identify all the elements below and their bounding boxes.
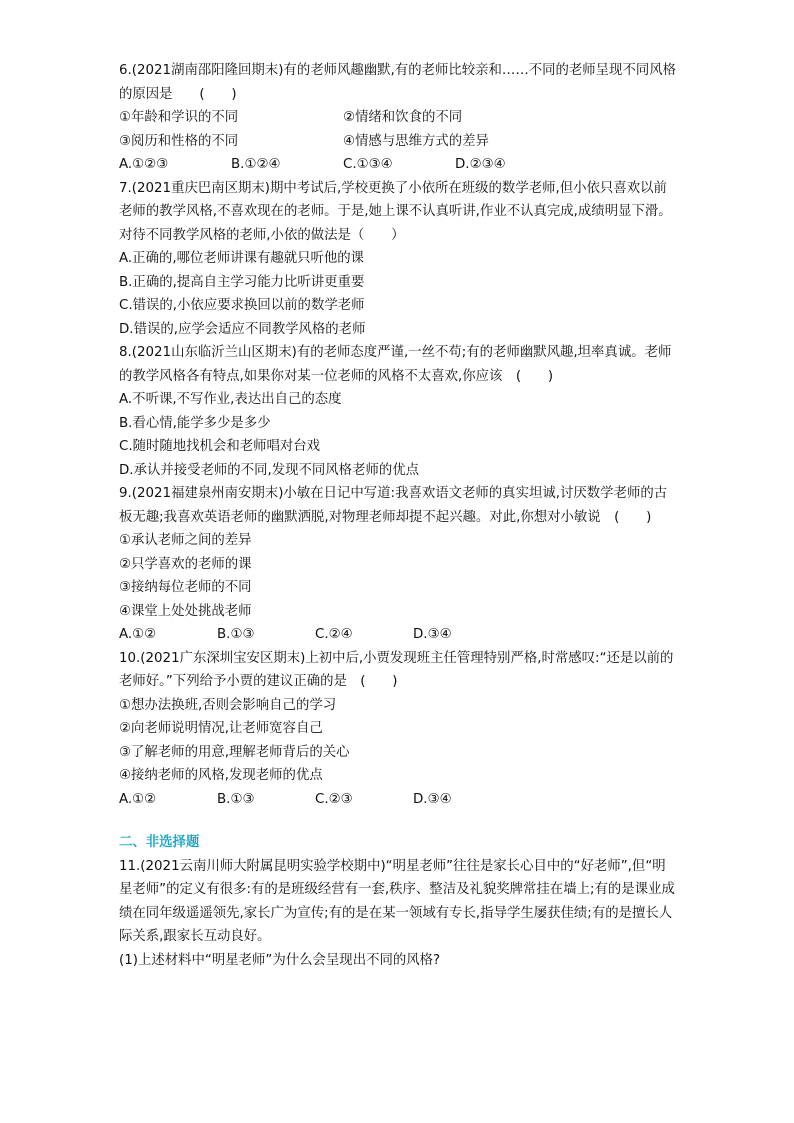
question-6 — [119, 59, 679, 177]
q9-choice-c: C.②④ — [315, 627, 353, 642]
q11-subquestion-1: (1)上述材料中“明星老师”为什么会呈现出不同的风格? — [119, 952, 441, 968]
q9-item-3: ③接纳每位老师的不同 — [119, 580, 252, 595]
q9-choice-d: D.③④ — [413, 627, 452, 642]
q10-item-1: ①想办法换班,否则会影响自己的学习 — [119, 697, 337, 713]
q7-option-c: C.错误的,小依应要求换回以前的数学老师 — [119, 298, 365, 313]
question-6-stem: 6.(2021湖南邵阳隆回期末)有的老师风趣幽默,有的老师比较亲和……不同的老师呈现不同风格的原因是 ( ) — [119, 63, 677, 102]
q8-option-d: D.承认并接受老师的不同,发现不同风格老师的优点 — [119, 462, 420, 478]
q9-choice-a: A.①② — [119, 627, 157, 642]
q9-item-4: ④课堂上处处挑战老师 — [119, 603, 252, 619]
q8-option-c: C.随时随地找机会和老师唱对台戏 — [119, 439, 321, 454]
q10-item-4: ④接纳老师的风格,发现老师的优点 — [119, 768, 323, 783]
q7-option-a: A.正确的,哪位老师讲课有趣就只听他的课 — [119, 251, 365, 266]
q10-choice-a: A.①② — [119, 791, 157, 807]
q10-item-2: ②向老师说明情况,让老师宽容自己 — [119, 721, 323, 736]
question-9 — [119, 482, 679, 647]
q10-item-3: ③了解老师的用意,理解老师背后的关心 — [119, 744, 350, 760]
question-6-choices — [119, 153, 679, 177]
question-10-stem: 10.(2021广东深圳宝安区期末)上初中后,小贾发现班主任管理特别严格,时常感叹:“还是以前的老师好。”下列给予小贾的建议正确的是 ( ) — [119, 650, 674, 689]
question-8 — [119, 341, 679, 482]
q6-item-3: ③阅历和性格的不同 — [119, 133, 239, 149]
question-9-choices — [119, 623, 679, 647]
question-8-stem: 8.(2021山东临沂兰山区期末)有的老师态度严谨,一丝不苟;有的老师幽默风趣,坦率真诚。老师的教学风格各有特点,如果你对某一位老师的风格不太喜欢,你应该 ( ) — [119, 345, 672, 384]
question-7-stem: 7.(2021重庆巴南区期末)期中考试后,学校更换了小依所在班级的数学老师,但小依只喜欢以前老师的教学风格,不喜欢现在的老师。于是,她上课不认真听讲,作业不认真完成,成绩明显下滑。对待不同教学风格的老师,小依的做法是（ ） — [119, 180, 672, 243]
q6-item-4: ④情感与思维方式的差异 — [343, 133, 489, 149]
q9-choice-b: B.①③ — [217, 627, 255, 642]
q9-item-1: ①承认老师之间的差异 — [119, 533, 252, 548]
q10-choice-b: B.①③ — [217, 791, 255, 807]
q9-item-2: ②只学喜欢的老师的课 — [119, 556, 252, 572]
q6-choice-d: D.②③④ — [455, 157, 506, 172]
q6-choice-c: C.①③④ — [343, 157, 393, 172]
q8-option-a: A.不听课,不写作业,表达出自己的态度 — [119, 392, 342, 407]
q6-item-2: ②情绪和饮食的不同 — [343, 110, 463, 125]
q6-choice-b: B.①②④ — [231, 157, 281, 172]
question-11-stem: 11.(2021云南川师大附属昆明实验学校期中)“明星老师”往往是家长心目中的“好老师”,但“明星老师”的定义有很多:有的是班级经营有一套,秩序、整洁及礼貌奖牌常挂在墙上;有的是课业成绩在同年级遥遥领先,家长广为宣传;有的是在某一领域有专长,指导学生屡获佳绩;有的是擅长人际关系,跟家长互动良好。 — [119, 858, 675, 944]
q8-option-b: B.看心情,能学多少是多少 — [119, 415, 271, 431]
q10-choice-c: C.②③ — [315, 791, 353, 807]
question-11 — [119, 855, 679, 973]
q7-option-b: B.正确的,提高自主学习能力比听讲更重要 — [119, 274, 365, 290]
q10-choice-d: D.③④ — [413, 791, 452, 807]
question-7 — [119, 177, 679, 342]
q6-item-1: ①年龄和学识的不同 — [119, 110, 239, 125]
q6-choice-a: A.①②③ — [119, 157, 169, 172]
section-2-title: 二、非选择题 — [119, 835, 200, 850]
q7-option-d: D.错误的,应学会适应不同教学风格的老师 — [119, 321, 366, 337]
question-9-stem: 9.(2021福建泉州南安期末)小敏在日记中写道:我喜欢语文老师的真实坦诚,讨厌数学老师的古板无趣;我喜欢英语老师的幽默洒脱,对物理老师却提不起兴趣。对此,你想对小敏说 ( ) — [119, 486, 668, 525]
page-content — [119, 59, 679, 972]
question-10 — [119, 647, 679, 812]
question-6-items-row-1 — [119, 106, 679, 130]
question-10-choices — [119, 788, 679, 812]
question-6-items-row-2 — [119, 130, 679, 154]
